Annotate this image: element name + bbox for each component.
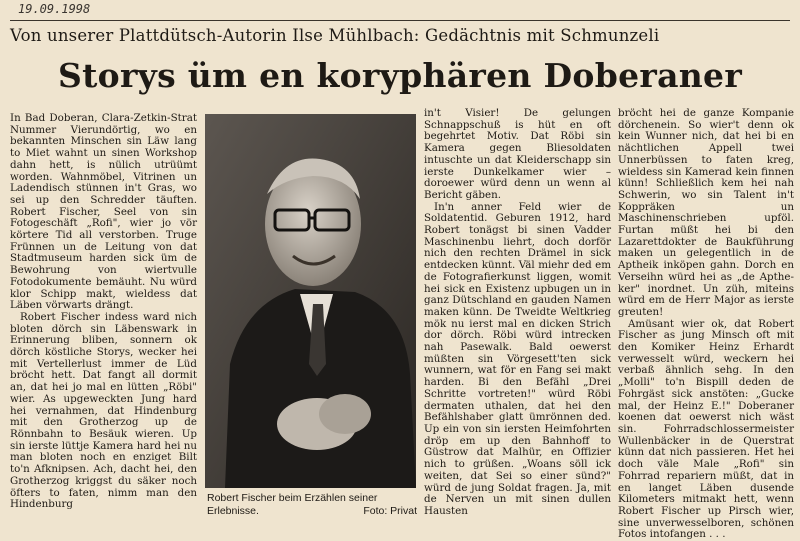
headline: Storys üm en koryphären Doberaner xyxy=(57,56,743,95)
kicker-line: Von unserer Plattdütsch-Autorin Ilse Mühlbach: Gedächtnis mit Schmunzeli xyxy=(10,26,660,45)
paragraph: In'n anner Feld wier de Soldatentid. Geburen 1912, hard Robert tonägst bi sinen Vadder Maschinenbu liehrt, doch dorför nich den rechten Drämel in sick entdecken künnt. Väl miehr ded em de Fotografierkunst liggen, womit hei sick en Existenz upbugen un in ganz Dütschland en gauden Namen maken künn. De Tweidte Weltkrieg mök nu ierst mal en dicken Strich dor dörch. Röbi würd intrecken nah Pasewalk. Bald oewerst müßten sin Vörgesett'ten sick wunnern, wat för en Fang sei makt harden. Bi den Befähl „Drei Schritte vortreten!" würd Röbi dermaten uthalen, dat hei den Befählshaber glatt ümrönnen ded. Up ein von sin iersten Heimfohrten dröp em up den Bahnhoff to Güstrow dat Malhür, en Offizier nich to grüßen. „Woans söll ick weiten, dat Sei so einer sünd?" würd de jung Soldat fragen. Ja, mit de Nerven un mit sinen dullen Hausten xyxy=(424,200,611,517)
paragraph: in't Visier! De gelungen Schnappschuß is hüt en oft begehrtet Motiv. Dat Röbi sin Kamera gegen Bliesoldaten intuschte un dat Kleiderschapp sin ierste Dunkelkamer wier – doroewer würd denn un wenn al Bericht gäben. xyxy=(424,107,611,201)
article-column-3 xyxy=(618,107,794,541)
photo-caption xyxy=(207,492,417,517)
article-column-1 xyxy=(10,113,197,527)
article-column-2 xyxy=(424,108,611,527)
paragraph: Amüsant wier ok, dat Robert Fischer as jung Minsch oft mit den Komiker Heinz Erhardt verwesselt würd, weckern hei verbaß ähnlich sehg. In den „Molli" to'n Bispill deden de Fohrgäst sick anstöten: „Gucke mal, der Heinz E.!" Doberaner koenen dat oewerst nich wäst sin. Fohrradschlossermeister Wullenbäcker in de Querstrat künn dat nich passieren. Het hei doch väle Male „Rofi" sin Fohrrad repariern müßt, dat in en langet Läben dusende Kilometers mitmakt hett, wenn Robert Fischer up Pirsch wier, sine unverwesselboren, schönen Fotos intofangen . . . xyxy=(618,317,794,541)
portrait-photo xyxy=(205,114,416,488)
handwritten-date: 19.09.1998 xyxy=(18,2,91,16)
paragraph: bröcht hei de ganze Kompanie dörchenein. So wier't denn ok kein Wunner nich, dat hei bi en nächtlichen Appell twei Unnerbüssen to faten kreg, wieldess sin Kamerad kein finnen künn! Schließlich kem hei nah Schwerin, wo sin Talent in't Koppräken un Maschinenschrieben upföl. Furtan müßt hei bi den Lazarettdokter de Baukführung maken un gelegentlich in de Aptheik inköpen gahn. Dorch en Verseihn würd hei as „de Aptheker" inordnet. Un züh, miteins würd em de Herr Major as ierste greuten! xyxy=(618,107,794,318)
top-rule xyxy=(10,20,790,21)
paragraph: Robert Fischer indess ward nich bloten dörch sin Läbenswark in Erinnerung bliben, sonnern ok dörch köstliche Storys, wecker hei mit Vertellerlust immer de Lüd bröcht hett. Dat fangt all dormit an, dat hei jo mal en lütten „Röbi" wier. As upgeweckten Jung hard hei vernahmen, dat Hindenburg mit den Grotherzog up de Rönnbahn to Besäuk wieren. Up sin ierste lüttje Kamera hard hei nu man bloten noch en enziget Bilt to'n Afknipsen. Ach, dacht hei, den Grotherzog kriggst du säker noch öfters to faten, nimm man den Hindenburg xyxy=(10,310,197,511)
paragraph: In Bad Doberan, Clara-Zetkin-Strat Nummer Vierundörtig, wo en bekannten Minschen sin Läw lang to Miet wahnt un sinen Workshop dahn hett, is nülich utrüümt worden. Wahnmöbel, Vitrinen un Ladendisch stünnen in't Gras, wo sei up den Schredder täuften. Robert Fischer, Seel von sin Fotogeschäft „Rofi", wier jo vör körtere Tid all verstorben. Truge Frünnen un de Leitung von dat Stadtmuseum harden sick üm de Bewohrung von wiertvulle Fotodokumente bemäuht. Nu würd klor Schipp makt, wieldess dat Läben vörwarts drängt. xyxy=(10,112,197,312)
caption-text: Robert Fischer beim Erzählen seiner Erlebnisse. xyxy=(207,492,378,517)
photo-credit: Foto: Privat xyxy=(363,504,417,517)
photo-illustration xyxy=(205,114,416,488)
